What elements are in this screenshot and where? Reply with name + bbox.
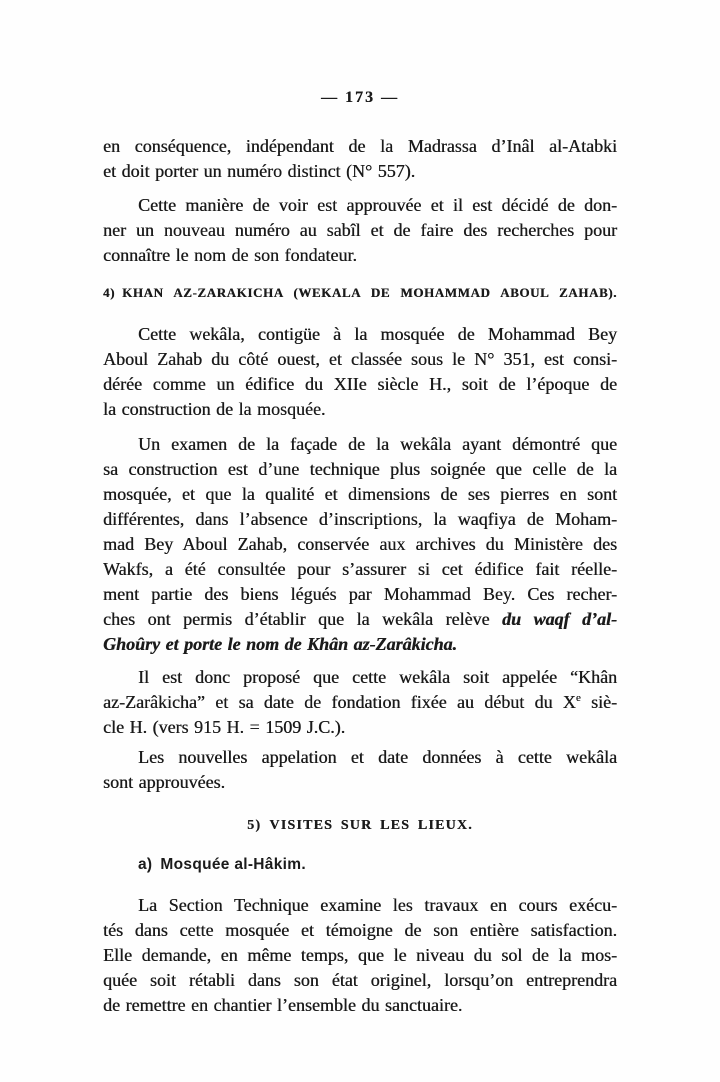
body-text: différentes, dans l’absence d’inscriptions, la waqfiya de Moham- — [103, 509, 617, 529]
body-text: Un examen de la façade de la wekâla ayant démontré que — [138, 434, 617, 454]
text-line — [103, 943, 617, 968]
body-text: Cette wekâla, contigüe à la mosquée de Mohammad Bey — [138, 324, 617, 344]
body-text: sa construction est d’une technique plus soignée que celle de la — [103, 459, 617, 479]
body-text: dérée comme un édifice du XIIe siècle H., soit de l’époque de — [103, 374, 617, 394]
body-text: ment partie des biens légués par Mohammad Bey. Ces recher- — [103, 584, 617, 604]
paragraph — [103, 134, 617, 184]
body-text: ches ont permis d’établir que la wekâla relève — [103, 609, 502, 629]
text-line — [103, 715, 617, 740]
text-line — [103, 457, 617, 482]
body-text: Les nouvelles appelation et date données à cette wekâla — [138, 747, 617, 767]
paragraph — [103, 893, 617, 1018]
text-line — [103, 159, 617, 184]
text-line — [103, 968, 617, 993]
body-text: Wakfs, a été consultée pour s’assurer si cet édifice fait réelle- — [103, 559, 617, 579]
emphasized-text: Ghoûry et porte le nom de Khân az-Zarâkicha. — [103, 634, 458, 654]
text-line — [103, 397, 617, 422]
body-text: quée soit rétabli dans son état originel, lorsqu’on entreprendra — [103, 970, 617, 990]
paragraph — [103, 745, 617, 795]
body-text: Aboul Zahab du côté ouest, et classée sous le N° 351, est consi- — [103, 349, 617, 369]
body-text: Cette manière de voir est approuvée et il est décidé de don- — [138, 195, 617, 215]
page-number: — 173 — — [321, 89, 399, 106]
text-line — [103, 372, 617, 397]
text-line — [103, 665, 617, 690]
text-line — [103, 507, 617, 532]
body-text: la construction de la mosquée. — [103, 399, 326, 419]
body-text: et doit porter un numéro distinct (N° 557). — [103, 161, 416, 181]
text-line — [103, 745, 617, 770]
text-line — [103, 482, 617, 507]
paragraph — [103, 193, 617, 268]
body-text: connaître le nom de son fondateur. — [103, 245, 357, 265]
text-line — [103, 322, 617, 347]
body-text: en conséquence, indépendant de la Madrassa d’Inâl al-Atabki — [103, 136, 617, 156]
text-line — [103, 243, 617, 268]
text-line — [103, 607, 617, 632]
text-line — [103, 632, 617, 657]
text-line — [103, 134, 617, 159]
body-text: tés dans cette mosquée et témoigne de son entière satisfaction. — [103, 920, 617, 940]
body-text: Il est donc proposé que cette wekâla soit appelée “Khân — [138, 667, 617, 687]
paragraph — [103, 432, 617, 657]
body-text: cle H. (vers 915 H. = 1509 J.C.). — [103, 717, 346, 737]
text-line — [103, 432, 617, 457]
text-line — [103, 347, 617, 372]
paragraph — [103, 322, 617, 422]
subsection-heading-a: a) Mosquée al-Hâkim. — [138, 856, 306, 873]
emphasized-text: du waqf d’al- — [501, 609, 617, 629]
body-text: Elle demande, en même temps, que le niveau du sol de la mos- — [103, 945, 617, 965]
text-line — [103, 532, 617, 557]
body-text: mad Bey Aboul Zahab, conservée aux archives du Ministère des — [103, 534, 617, 554]
text-line — [103, 690, 617, 715]
text-line — [103, 582, 617, 607]
text-line — [103, 770, 617, 795]
body-text: La Section Technique examine les travaux en cours exécu- — [138, 895, 617, 915]
section-heading-4: 4) KHAN AZ-ZARAKICHA (WEKALA DE MOHAMMAD ABOUL ZAHAB). — [103, 285, 617, 300]
body-text: mosquée, et que la qualité et dimensions de ses pierres en sont — [103, 484, 617, 504]
body-text: de remettre en chantier l’ensemble du sanctuaire. — [103, 995, 463, 1015]
body-text: sont approuvées. — [103, 772, 225, 792]
text-line — [103, 993, 617, 1018]
section-heading-5: 5) VISITES SUR LES LIEUX. — [247, 818, 473, 833]
text-line — [103, 218, 617, 243]
body-text: siè- — [580, 692, 617, 712]
superscript-text: e — [575, 692, 581, 704]
paragraph — [103, 665, 617, 740]
body-text: az-Zarâkicha” et sa date de fondation fixée au début du X — [103, 692, 576, 712]
body-text: ner un nouveau numéro au sabîl et de faire des recherches pour — [103, 220, 617, 240]
text-line — [103, 918, 617, 943]
text-line — [103, 193, 617, 218]
text-line — [103, 557, 617, 582]
text-line — [103, 893, 617, 918]
